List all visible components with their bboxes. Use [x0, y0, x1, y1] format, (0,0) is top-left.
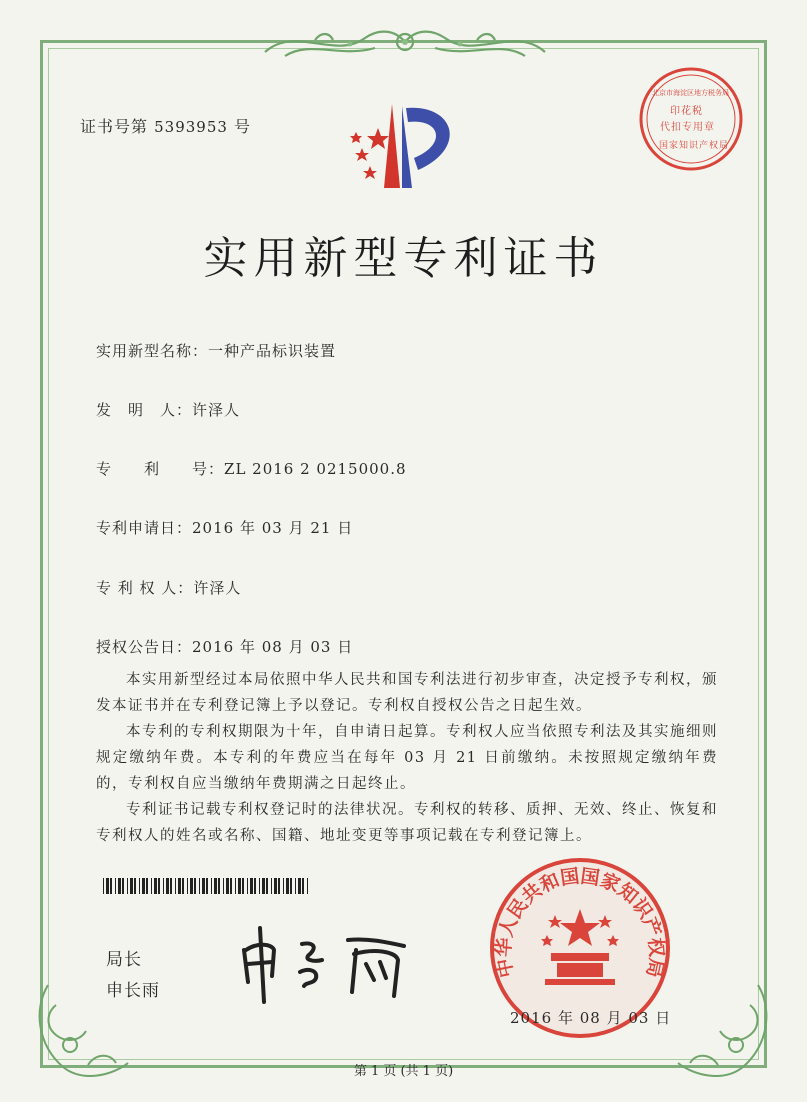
field-utility-model-name	[96, 340, 336, 361]
field-label: 专 利 号：	[96, 460, 225, 478]
field-value: ZL 2016 2 0215000.8	[224, 460, 407, 478]
field-inventor	[96, 399, 240, 420]
body-paragraph-3: 专利证书记载专利权登记时的法律状况。专利权的转移、质押、无效、终止、恢复和专利权人的姓名或名称、国籍、地址变更等事项记载在专利登记簿上。	[96, 802, 718, 844]
field-value: 许泽人	[192, 401, 241, 419]
certificate-number-value: 5393953	[154, 118, 228, 136]
field-application-date	[96, 517, 353, 538]
cnipa-logo-icon	[340, 96, 470, 196]
field-label: 专利申请日：	[96, 519, 193, 537]
director-name: 申长雨	[106, 981, 160, 1001]
certificate-number-suffix: 号	[234, 117, 252, 136]
body-paragraph-2: 本专利的专利权期限为十年，自申请日起算。专利权人应当依照专利法及其实施细则规定缴纳年费。本专利的年费应当在每年 03 月 21 日前缴纳。未按照规定缴纳年费的，专利权自应当缴纳年费期满之日起终止。	[96, 724, 718, 792]
tax-stamp-line-4: 国家知识产权局	[659, 141, 730, 151]
certificate-number-label: 证书号第	[80, 117, 149, 136]
field-patentee	[96, 577, 241, 598]
certificate-title: 实用新型专利证书	[203, 233, 604, 284]
body-paragraph-1: 本实用新型经过本局依照中华人民共和国专利法进行初步审查，决定授予专利权，颁发本证书并在专利登记簿上予以登记。专利权自授权公告之日起生效。	[96, 672, 718, 714]
director-signature-icon	[236, 920, 416, 1006]
field-grant-date	[96, 636, 353, 657]
field-value: 2016 年 08 月 03 日	[192, 638, 354, 656]
field-label: 实用新型名称：	[96, 342, 209, 360]
field-patent-number	[96, 458, 407, 479]
field-value: 2016 年 03 月 21 日	[192, 519, 354, 537]
barcode-icon	[103, 878, 311, 894]
certificate-number	[80, 114, 251, 137]
field-value: 一种产品标识装置	[208, 342, 337, 360]
issue-date: 2016 年 08 月 03 日	[510, 1009, 672, 1027]
field-value: 许泽人	[193, 579, 242, 597]
field-label: 专 利 权 人：	[96, 579, 194, 597]
page-footer: 第 1 页 (共 1 页)	[353, 1064, 454, 1079]
tax-stamp-line-2: 印花税	[670, 106, 703, 117]
tax-stamp-line-1: 北京市海淀区地方税务局	[652, 89, 729, 97]
official-seal-text: 中华人民共和国国家知识产权局	[492, 865, 668, 980]
field-label: 授权公告日：	[96, 638, 193, 656]
field-label: 发 明 人：	[96, 401, 193, 419]
top-ornament-icon	[255, 20, 555, 64]
director-title: 局长	[106, 950, 142, 970]
tax-stamp-line-3: 代扣专用章	[660, 122, 715, 133]
